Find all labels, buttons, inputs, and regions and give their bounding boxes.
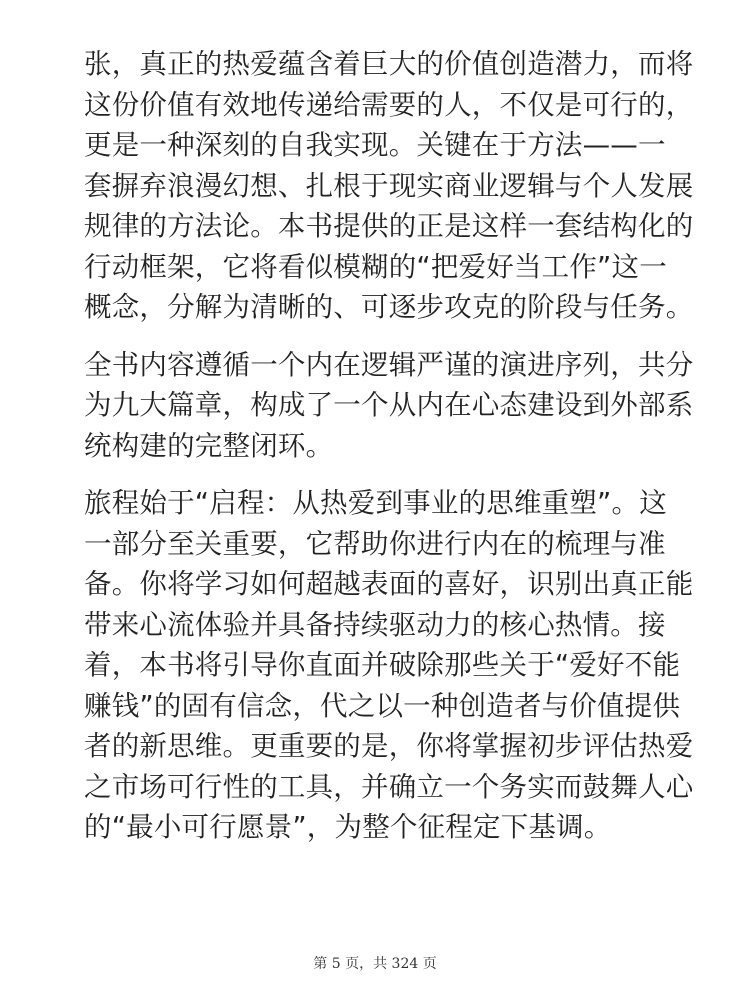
paragraph-1: [84, 44, 694, 328]
text-line: 概念，分解为清晰的、可逐步攻克的阶段与任务。: [84, 291, 694, 323]
text-line: 一部分至关重要，它帮助你进行内在的梳理与准: [84, 527, 666, 560]
paragraph-3: [84, 483, 694, 848]
text-line: 着，本书将引导你直面并破除那些关于“爱好不能: [84, 649, 681, 681]
text-line: 更是一种深刻的自我实现。关键在于方法——一: [84, 129, 666, 161]
text-line: 统构建的完整闭环。: [84, 429, 334, 462]
page-number-footer: 第 5 页，共 324 页: [313, 956, 437, 972]
text-line: 者的新思维。更重要的是，你将掌握初步评估热爱: [84, 730, 694, 762]
text-line: 备。你将学习如何超越表面的喜好，识别出真正能: [84, 568, 694, 600]
text-line: 之市场可行性的工具，并确立一个务实而鼓舞人心: [84, 770, 694, 803]
text-line: 旅程始于“启程：从热爱到事业的思维重塑”。这: [84, 487, 667, 519]
text-line: 套摒弃浪漫幻想、扎根于现实商业逻辑与个人发展: [84, 169, 694, 202]
body-text: [84, 44, 694, 865]
text-line: 的“最小可行愿景”，为整个征程定下基调。: [84, 811, 612, 843]
text-line: 为九大篇章，构成了一个从内在心态建设到外部系: [84, 389, 694, 421]
text-line: 赚钱”的固有信念，代之以一种创造者与价值提供: [84, 689, 681, 722]
text-line: 这份价值有效地传递给需要的人，不仅是可行的，: [84, 88, 694, 121]
text-line: 张，真正的热爱蕴含着巨大的价值创造潜力，而将: [84, 48, 694, 80]
text-line: 行动框架，它将看似模糊的“把爱好当工作”这一: [84, 250, 667, 283]
paragraph-2: [84, 345, 694, 467]
text-line: 规律的方法论。本书提供的正是这样一套结构化的: [84, 210, 694, 242]
text-line: 全书内容遵循一个内在逻辑严谨的演进序列，共分: [84, 348, 694, 381]
text-line: 带来心流体验并具备持续驱动力的核心热情。接: [84, 608, 666, 641]
